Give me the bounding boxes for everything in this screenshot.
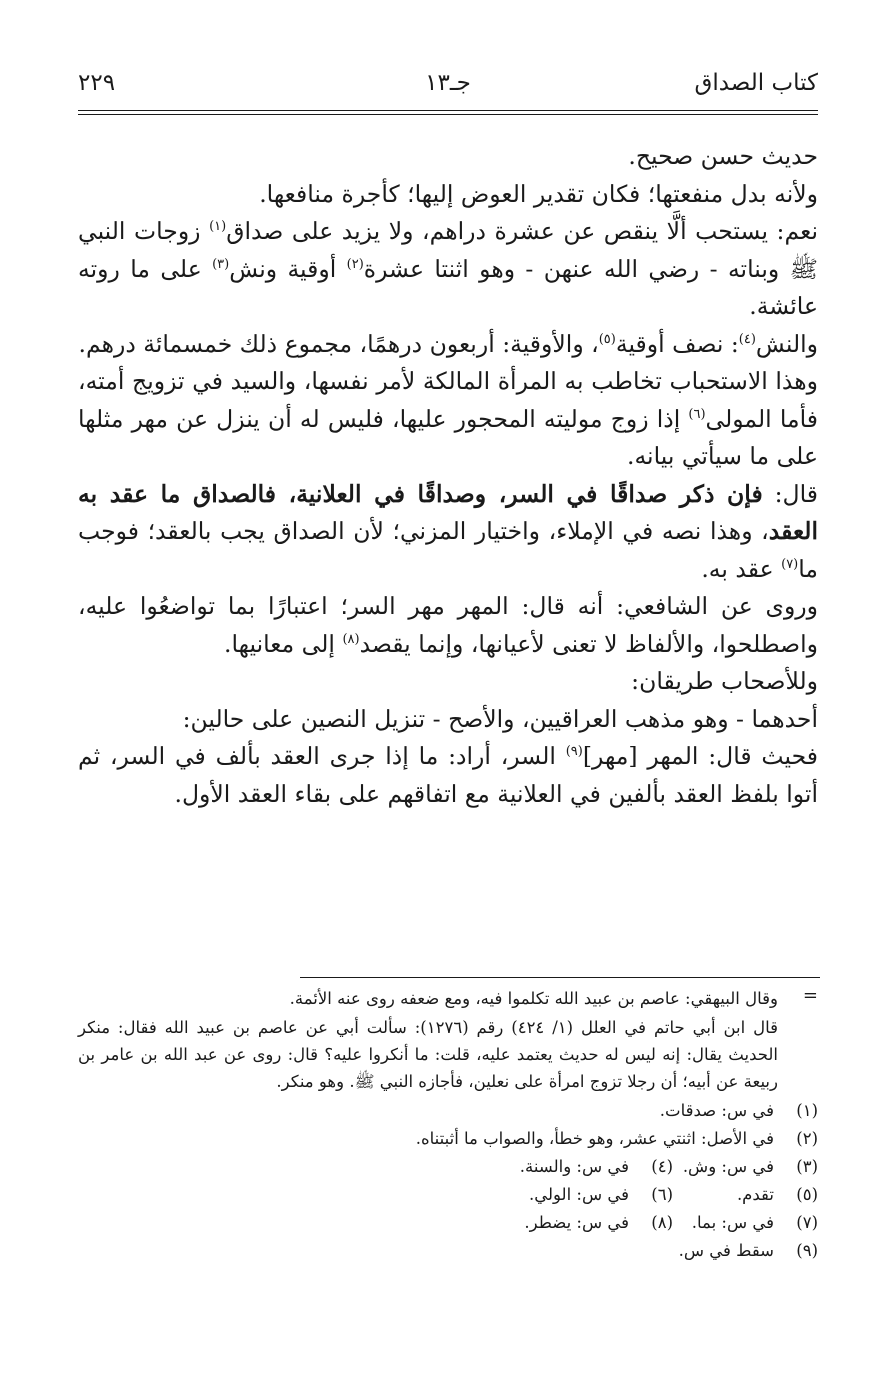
header-rule-bottom [78,114,818,115]
paragraph-10: فحيث قال: المهر [مهر]$^{(٩)}$ السر، أراد: ما إذا جرى العقد بألف في السر، ثم أتوا بلفظ العقد بألفين في العلانية مع اتفاقهم على بقاء العقد الأول. [78,742,818,808]
paragraph-1: حديث حسن صحيح. [628,142,818,170]
footnote-number: (١) [796,1101,818,1120]
footnote-text: في س: يضطر. [524,1213,629,1232]
footnote-row [78,1153,818,1181]
header-rule-top [78,110,818,111]
footnote-separator [300,977,820,978]
paragraph-7: وروى عن الشافعي: أنه قال: المهر مهر السر؛ اعتبارًا بما تواضعُوا عليه، واصطلحوا، والألفاظ لا تعنى لأعيانها، وإنما يقصد$^{(٨)}$ إلى معانيها. [78,592,818,658]
footnote-ref-7[interactable]: (٧) [781,556,799,572]
footnote-ref-8[interactable]: (٨) [342,631,360,647]
footnote-number: (٤) [651,1157,673,1176]
bold-quote: فإن ذكر صداقًا في السر، وصداقًا في العلانية، فالصداق ما عقد به العقد [78,479,818,545]
footnote-number: (٢) [796,1129,818,1148]
paragraph-3: نعم: يستحب ألَّا ينقص عن عشرة دراهم، ولا يزيد على صداق$^{(١)}$ زوجات النبي ﷺ وبناته - رضي الله عنهن - وهو اثنتا عشرة$^{(٢)}$ أوقية ونش$^{(٣)}$ على ما روته عائشة. [78,217,818,320]
footnote-text: في الأصل: اثنتي عشر، وهو خطأ، والصواب ما أثبتناه. [415,1129,774,1148]
footnote-number: (٦) [651,1185,673,1204]
footnote-continuation-2: قال ابن أبي حاتم في العلل (١/ ٤٢٤) رقم (١٢٧٦): سألت أبي عن عاصم بن عبيد الله فقال: منكر الحديث يقال: إنه ليس له حديث يعتمد عليه، قلت: ما أنكروا عليه؟ قال: روى عن عبد الله بن عامر بن ربيعة عن أبيه؛ أن رجلا تزوج امرأة على نعلين، فأجازه النبي ﷺ. وهو منكر. [78,1018,778,1091]
footnote-text: في س: صدقات. [659,1101,774,1120]
footnote-row [78,1125,818,1153]
main-text [78,138,818,813]
running-header [78,70,818,104]
paragraph-6: قال: فإن ذكر صداقًا في السر، وصداقًا في العلانية، فالصداق ما عقد به العقد، وهذا نصه في الإملاء، واختيار المزني؛ لأن الصداق يجب بالعقد؛ فوجب ما$^{(٧)}$ عقد به. [78,479,818,583]
paragraph-5: وهذا الاستحباب تخاطب به المرأة المالكة لأمر نفسها، والسيد في تزويج أمته، فأما المولى$^{(٦)}$ إذا زوج موليته المحجور عليها، فليس له أن ينزل عن مهر مثلها على ما سيأتي بيانه. [78,367,818,470]
footnote-ref-3[interactable]: (٣) [212,256,230,272]
paragraph-4: والنش$^{(٤)}$: نصف أوقية$^{(٥)}$، والأوقية: أربعون درهمًا، مجموع ذلك خمسمائة درهم. [78,329,818,358]
footnote-number: (٧) [796,1213,818,1232]
footnote-text: في س: وش. [682,1157,774,1176]
footnote-list [78,1097,818,1265]
footnote-6 [343,1181,673,1208]
footnote-ref-9[interactable]: (٩) [565,744,583,760]
footnote-ref-5[interactable]: (٥) [598,331,616,347]
footnote-ref-6[interactable]: (٦) [688,406,706,422]
book-title: كتاب الصداق [694,70,818,96]
footnote-number: (٥) [796,1185,818,1204]
footnote-continuation-1: وقال البيهقي: عاصم بن عبيد الله تكلموا فيه، ومع ضعفه روى عنه الأئمة. [289,989,778,1008]
footnotes-section [78,985,818,1265]
footnote-text: في س: والسنة. [519,1157,629,1176]
volume-label: جـ١٣ [425,70,471,96]
footnote-text: سقط في س. [678,1241,774,1260]
footnote-number: (٣) [796,1157,818,1176]
footnote-row [78,1097,818,1125]
footnote-text: في س: بما. [691,1213,774,1232]
continuation-mark: = [802,985,818,1006]
footnote-4 [343,1153,673,1180]
footnote-7 [673,1209,818,1236]
footnote-ref-1[interactable]: (١) [209,219,227,235]
footnote-row [78,1237,818,1265]
footnote-ref-2[interactable]: (٢) [346,256,364,272]
footnote-number: (٩) [796,1241,818,1260]
paragraph-2: ولأنه بدل منفعتها؛ فكان تقدير العوض إليها؛ كأجرة منافعها. [259,179,818,208]
paragraph-9: أحدهما - وهو مذهب العراقيين، والأصح - تنزيل النصين على حالين: [182,704,818,733]
paragraph-8: وللأصحاب طريقان: [631,667,818,695]
footnote-9 [679,1237,818,1264]
footnote-5 [673,1181,818,1208]
footnote-text: تقدم. [736,1185,774,1204]
footnote-1 [660,1097,818,1124]
footnote-number: (٨) [651,1213,673,1232]
footnote-8 [343,1209,673,1236]
page-number: ٢٢٩ [78,70,116,96]
footnote-text: في س: الولي. [529,1185,629,1204]
footnote-ref-4[interactable]: (٤) [738,331,756,347]
footnote-row [78,1209,818,1237]
footnote-3 [673,1153,818,1180]
footnote-row [78,1181,818,1209]
footnote-2 [416,1125,818,1152]
